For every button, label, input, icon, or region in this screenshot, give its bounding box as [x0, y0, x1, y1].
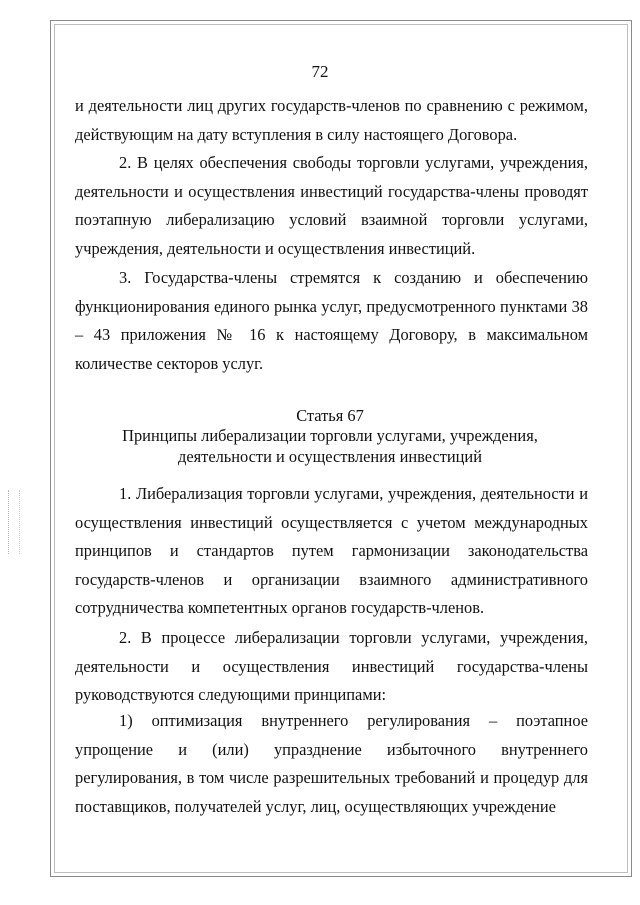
- article-number: Статья 67: [296, 406, 364, 425]
- scan-margin-dots: [8, 490, 20, 554]
- article-subparagraph-1: [75, 707, 588, 821]
- paragraph-text: 2. В процессе либерализации торговли услугами, учреждения, деятельности и осуществления инвестиций государства-члены руководствуются следующими принципами:: [75, 628, 588, 705]
- page-number: 72: [311, 62, 329, 81]
- article-title: Принципы либерализации торговли услугами, учреждения, деятельности и осуществления инвестиций: [122, 426, 538, 466]
- paragraph-text: 1) оптимизация внутреннего регулирования – поэтапное упрощение и (или) упразднение избыточного внутреннего регулирования, в том числе разрешительных требований и процедур для поставщиков, получателей услуг, лиц, осуществляющих учреждение: [75, 711, 588, 816]
- article-paragraph-1: [75, 480, 588, 623]
- article-paragraph-2: [75, 624, 588, 710]
- paragraph-text: 3. Государства-члены стремятся к созданию и обеспечению функционирования единого рынка услуг, предусмотренного пунктами 38 – 43 приложения № 16 к настоящему Договору, в максимальном количестве секторов услуг.: [75, 268, 588, 373]
- paragraph-continuation: [75, 92, 588, 149]
- paragraph-2: [75, 149, 588, 263]
- paragraph-3: [75, 264, 588, 378]
- paragraph-text: и деятельности лиц других государств-членов по сравнению с режимом, действующим на дату вступления в силу настоящего Договора.: [75, 96, 588, 144]
- paragraph-text: 1. Либерализация торговли услугами, учреждения, деятельности и осуществления инвестиций осуществляется с учетом международных принципов и стандартов путем гармонизации законодательства государств-членов и организации взаимного административного сотрудничества компетентных органов государств-членов.: [75, 484, 588, 618]
- paragraph-text: 2. В целях обеспечения свободы торговли услугами, учреждения, деятельности и осуществления инвестиций государства-члены проводят поэтапную либерализацию условий взаимной торговли услугами, учреждения, деятельности и осуществления инвестиций.: [75, 153, 588, 258]
